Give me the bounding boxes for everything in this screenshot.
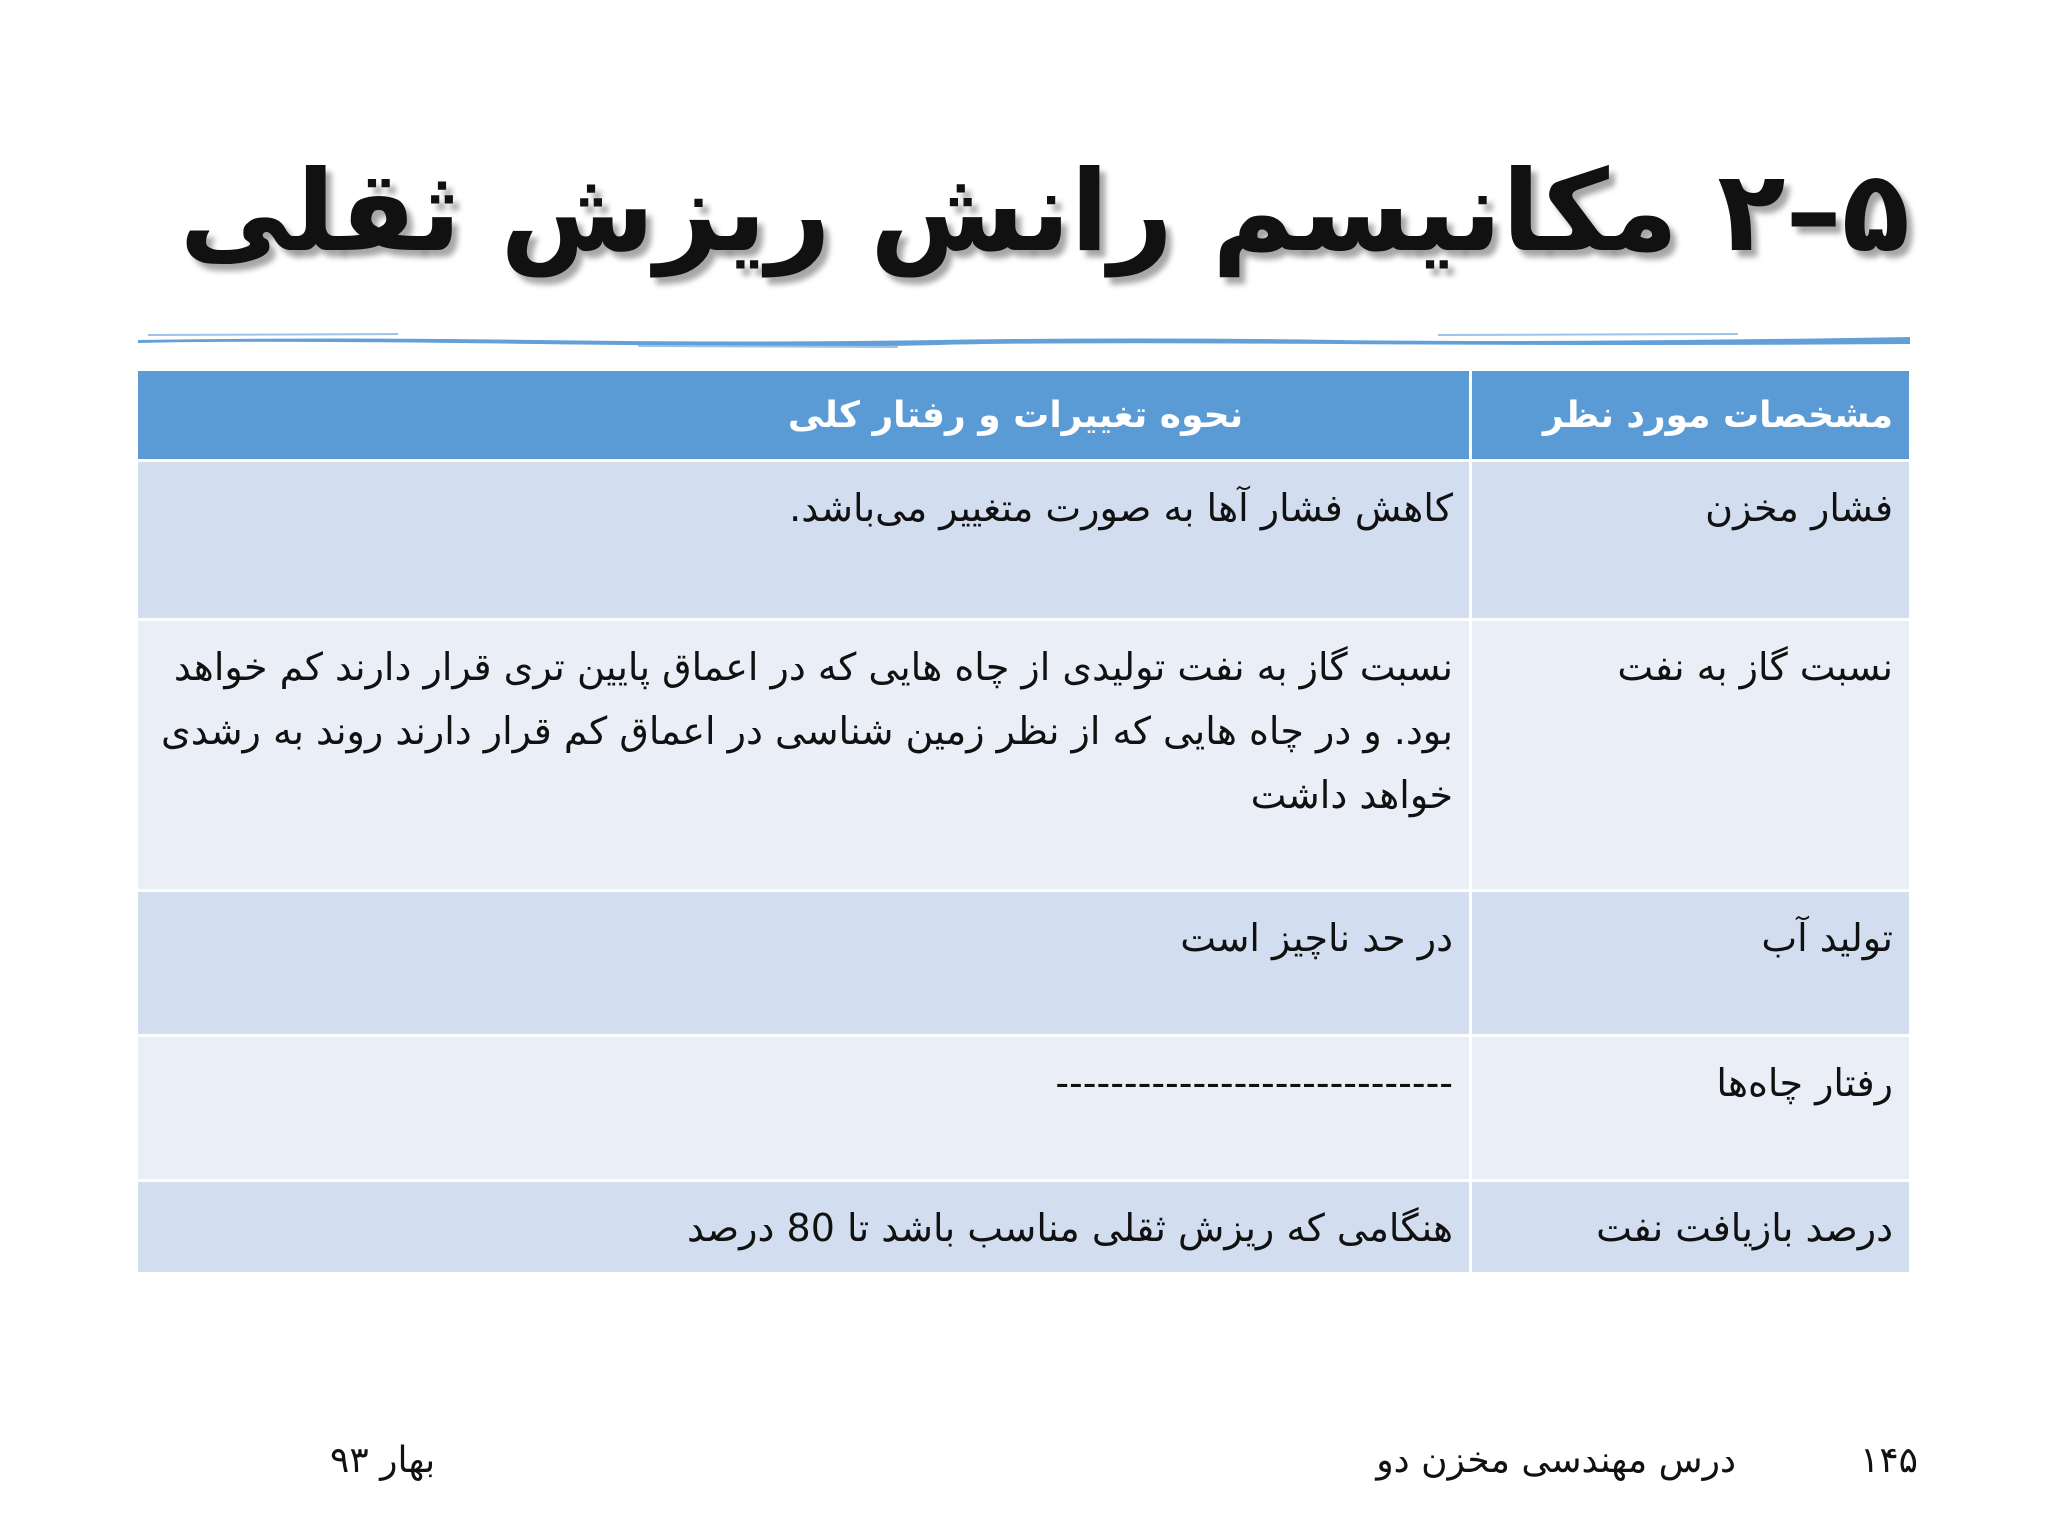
row-behavior: نسبت گاز به نفت تولیدی از چاه هایی که در اعماق پایین تری قرار دارند کم خواهد بود. و در چاه هایی که از نظر زمین شناسی در اعماق کم قرار دارند روند به رشدی خواهد داشت	[137, 620, 1471, 891]
mechanism-table	[138, 368, 1912, 1275]
footer-semester: بهار ۹۳	[330, 1440, 436, 1481]
row-feature: رفتار چاه‌ها	[1471, 1036, 1911, 1181]
row-behavior: -----------------------------	[137, 1036, 1471, 1181]
footer-page-number: ۱۴۵	[1859, 1440, 1918, 1481]
row-feature: تولید آب	[1471, 891, 1911, 1036]
row-feature: نسبت گاز به نفت	[1471, 620, 1911, 891]
header-behavior: نحوه تغییرات و رفتار کلی	[137, 370, 1471, 461]
row-behavior: در حد ناچیز است	[137, 891, 1471, 1036]
table-header-row	[137, 370, 1911, 461]
table-row	[137, 461, 1911, 620]
row-behavior: کاهش فشار آها به صورت متغییر می‌باشد.	[137, 461, 1471, 620]
footer-course-name: درس مهندسی مخزن دو	[1376, 1440, 1736, 1481]
row-behavior: هنگامی که ریزش ثقلی مناسب باشد تا 80 درصد	[137, 1181, 1471, 1274]
row-feature: درصد بازیافت نفت	[1471, 1181, 1911, 1274]
table-row	[137, 1036, 1911, 1181]
header-feature: مشخصات مورد نظر	[1471, 370, 1911, 461]
decorative-brush-divider	[138, 332, 1910, 350]
slide-title: ۵–۲ مکانیسم رانش ریزش ثقلی	[179, 147, 1910, 277]
row-feature: فشار مخزن	[1471, 461, 1911, 620]
table-row	[137, 1181, 1911, 1274]
table-row	[137, 620, 1911, 891]
table-row	[137, 891, 1911, 1036]
